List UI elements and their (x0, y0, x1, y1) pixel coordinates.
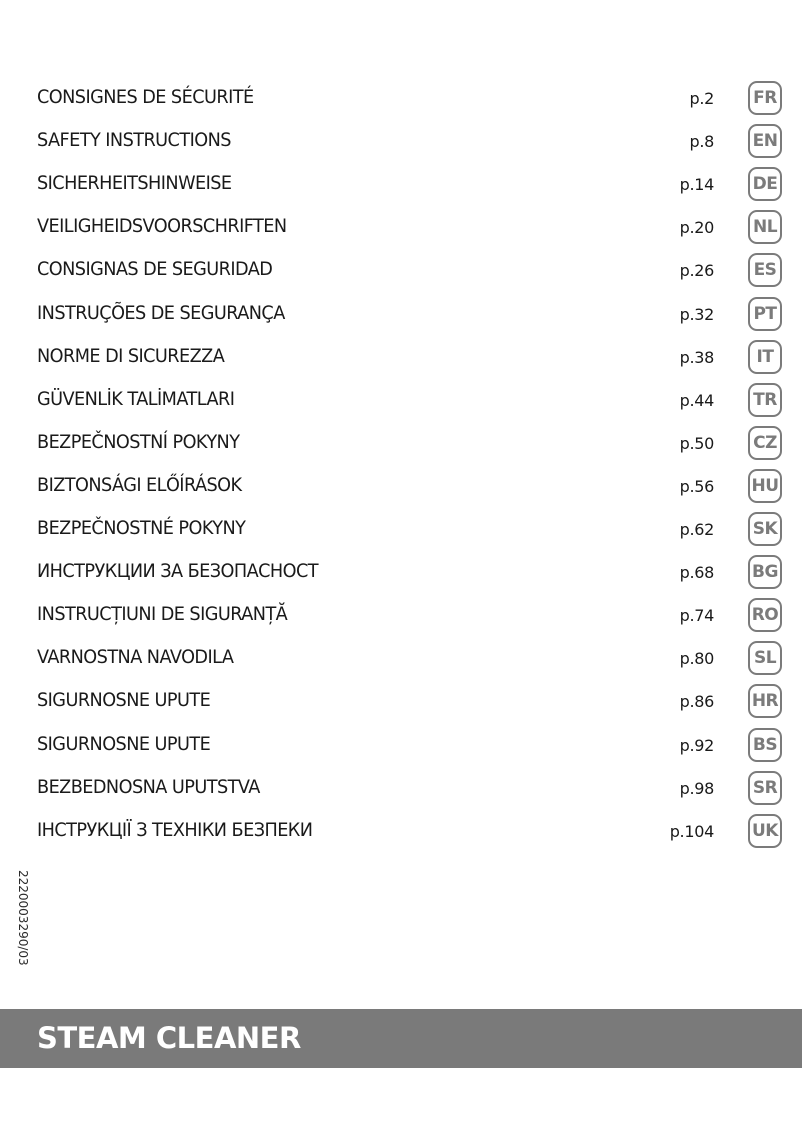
section-title: VARNOSTNA NAVODILA (37, 646, 234, 669)
section-title: INSTRUCȚIUNI DE SIGURANȚĂ (37, 603, 288, 626)
page-number: p.86 (679, 692, 714, 712)
page-number: p.50 (679, 433, 714, 453)
product-title: STEAM CLEANER (37, 1021, 301, 1055)
section-title: ИНСТРУКЦИИ ЗА БЕЗОПАСНОСТ (37, 560, 319, 583)
section-title: GÜVENLİK TALİMATLARI (37, 387, 235, 410)
page-number: p.44 (679, 390, 714, 410)
section-title: CONSIGNAS DE SEGURIDAD (37, 258, 273, 281)
page-number: p.92 (679, 735, 714, 755)
section-title: ІНСТРУКЦІЇ З ТЕХНІКИ БЕЗПЕКИ (37, 818, 313, 841)
toc-row (0, 770, 802, 810)
language-badge: HU (748, 469, 782, 503)
title-banner (0, 1009, 802, 1068)
language-badge: UK (748, 814, 782, 848)
page-number: p.20 (679, 218, 714, 238)
section-title: SAFETY INSTRUCTIONS (37, 129, 231, 152)
section-title: INSTRUÇÕES DE SEGURANÇA (37, 301, 285, 324)
language-badge: NL (748, 210, 782, 244)
language-badge: FR (748, 81, 782, 115)
section-title: BEZPEČNOSTNÉ POKYNY (37, 517, 246, 539)
toc-row (0, 252, 802, 292)
page-number: p.56 (679, 476, 714, 496)
toc-row (0, 683, 802, 723)
toc-row (0, 80, 802, 120)
section-title: NORME DI SICUREZZA (37, 344, 225, 367)
language-badge: SL (748, 641, 782, 675)
section-title: BEZPEČNOSTNÍ POKYNY (37, 430, 240, 453)
language-badge: BG (748, 555, 782, 589)
toc-row (0, 123, 802, 163)
page-number: p.104 (669, 821, 714, 841)
page-number: p.32 (679, 304, 714, 324)
section-title: SIGURNOSNE UPUTE (37, 689, 211, 712)
page-number: p.2 (689, 89, 714, 108)
section-title: VEILIGHEIDSVOORSCHRIFTEN (37, 215, 287, 238)
toc-row (0, 813, 802, 853)
language-badge: PT (748, 297, 782, 331)
page-number: p.26 (679, 261, 714, 281)
toc-row (0, 511, 802, 551)
section-title: SIGURNOSNE UPUTE (37, 732, 211, 755)
toc-row (0, 382, 802, 422)
language-badge: ES (748, 253, 782, 287)
language-badge: TR (748, 383, 782, 417)
toc-row (0, 727, 802, 767)
page-number: p.8 (689, 132, 714, 152)
page-number: p.98 (679, 778, 714, 798)
section-title: BIZTONSÁGI ELŐÍRÁSOK (37, 473, 242, 496)
toc-row (0, 296, 802, 336)
toc-row (0, 425, 802, 465)
document-number: 2220003290/03 (16, 870, 30, 966)
language-badge: RO (748, 598, 782, 632)
language-badge: HR (748, 684, 782, 718)
section-title: BEZBEDNOSNA UPUTSTVA (37, 775, 260, 798)
language-badge: IT (748, 340, 782, 374)
page-number: p.14 (679, 175, 714, 195)
toc-row (0, 554, 802, 594)
page-number: p.38 (679, 347, 714, 367)
language-badge: SR (748, 771, 782, 805)
toc-row (0, 468, 802, 508)
language-badge: EN (748, 124, 782, 158)
toc-row (0, 339, 802, 379)
toc-row (0, 166, 802, 206)
page-number: p.80 (679, 649, 714, 669)
language-badge: BS (748, 728, 782, 762)
toc-row (0, 640, 802, 680)
toc-row (0, 597, 802, 637)
page-number: p.74 (679, 606, 714, 626)
page-number: p.68 (679, 563, 714, 583)
language-badge: CZ (748, 426, 782, 460)
language-badge: SK (748, 512, 782, 546)
toc-row (0, 209, 802, 249)
page-number: p.62 (679, 520, 714, 539)
section-title: SICHERHEITSHINWEISE (37, 172, 232, 195)
section-title: CONSIGNES DE SÉCURITÉ (37, 86, 254, 108)
language-badge: DE (748, 167, 782, 201)
